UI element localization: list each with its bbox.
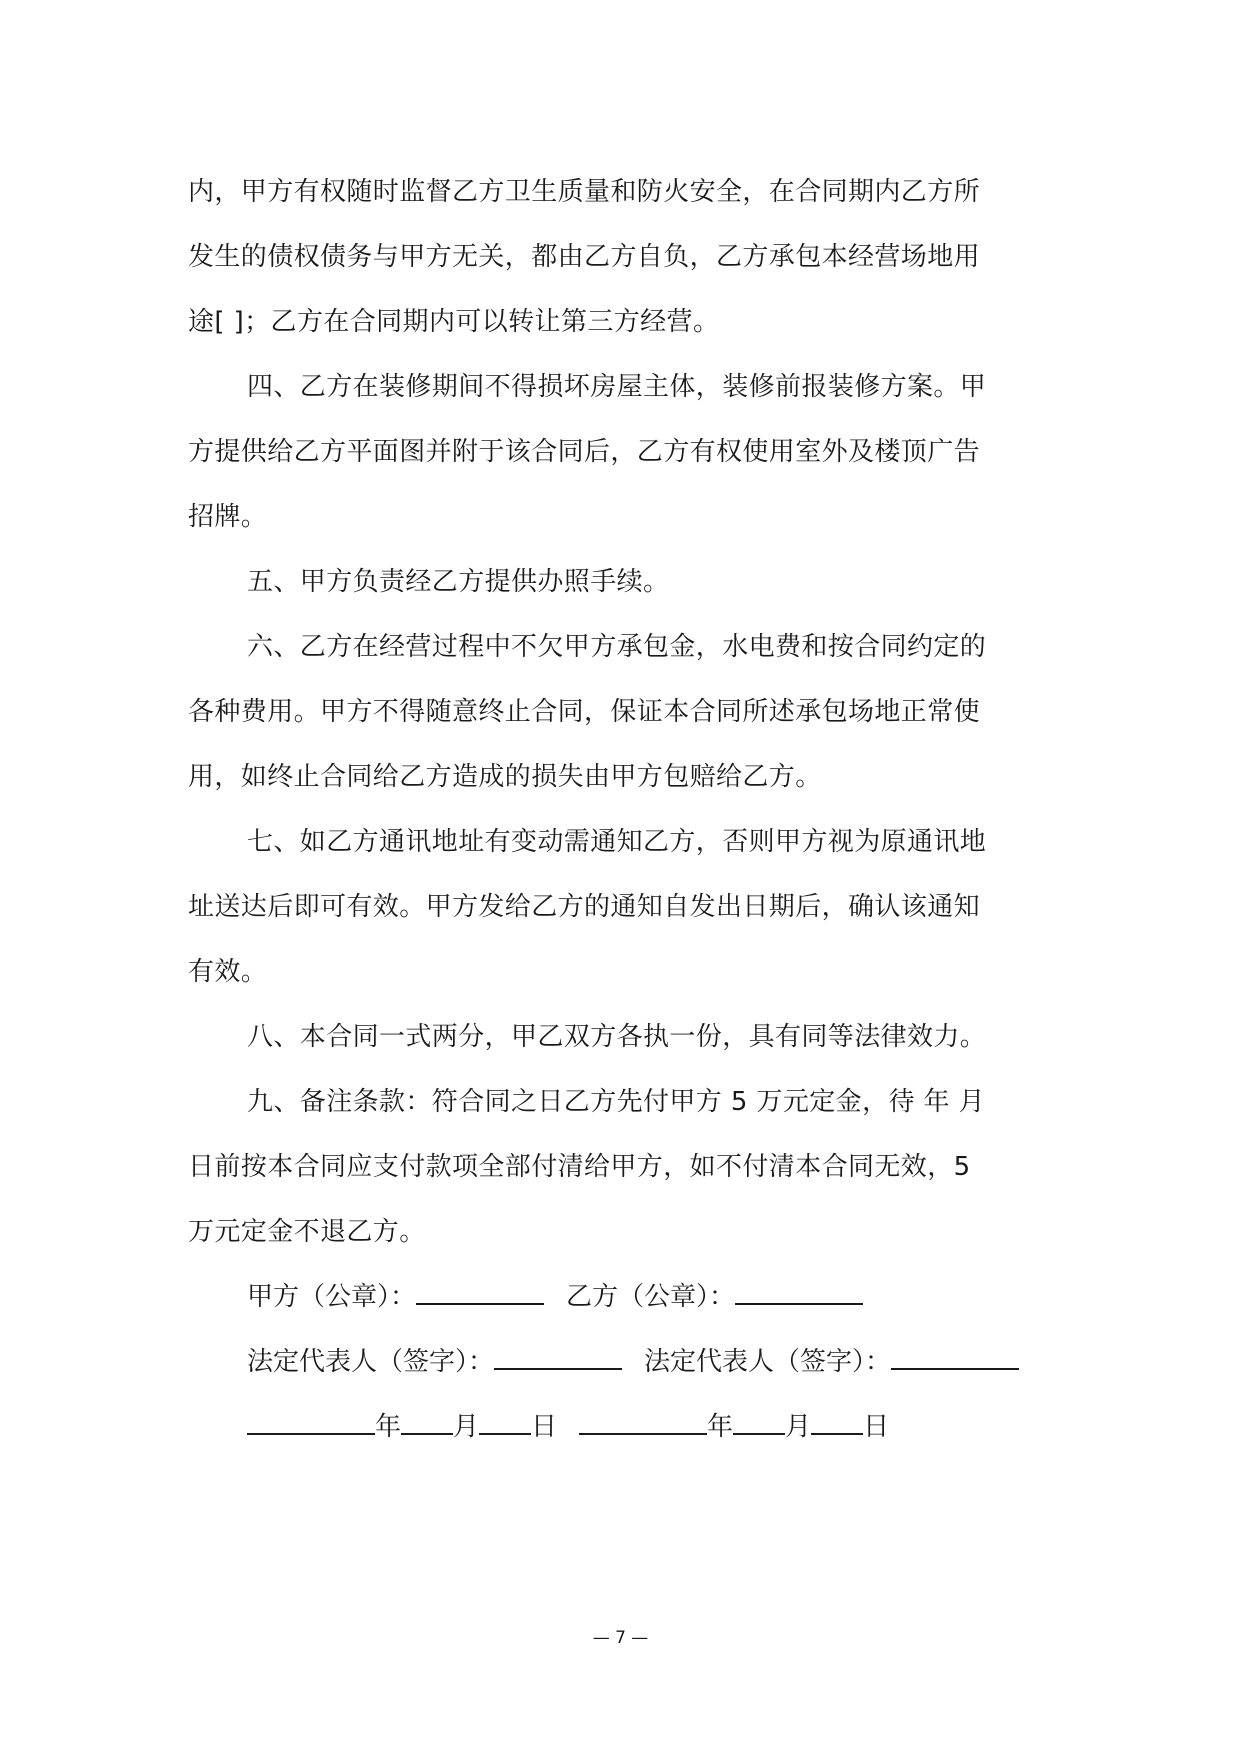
party-b-rep-blank bbox=[891, 1346, 1019, 1370]
text-line: 址送达后即可有效。甲方发给乙方的通知自发出日期后，确认该通知 bbox=[188, 892, 981, 922]
text-line: 六、乙方在经营过程中不欠甲方承包金，水电费和按合同约定的 bbox=[247, 632, 987, 662]
text-line: 七、如乙方通讯地址有变动需通知乙方，否则甲方视为原通讯地 bbox=[247, 827, 987, 857]
text-line: 发生的债权债务与甲方无关，都由乙方自负，乙方承包本经营场地用 bbox=[188, 242, 981, 272]
text-line: 各种费用。甲方不得随意终止合同，保证本合同所述承包场地正常使 bbox=[188, 697, 981, 727]
party-b-rep-label: 法定代表人（签字）： bbox=[644, 1347, 892, 1377]
month-label: 月 bbox=[785, 1412, 812, 1442]
text-line: 用，如终止合同给乙方造成的损失由甲方包赔给乙方。 bbox=[188, 762, 822, 792]
signature-block bbox=[188, 1265, 1054, 1460]
seal-row bbox=[247, 1265, 1054, 1330]
text-line: 四、乙方在装修期间不得损坏房屋主体，装修前报装修方案。甲 bbox=[247, 372, 987, 402]
text-line: 内，甲方有权随时监督乙方卫生质量和防火安全，在合同期内乙方所 bbox=[188, 177, 981, 207]
party-a-seal-blank bbox=[416, 1281, 544, 1305]
paragraph-clause-6 bbox=[188, 615, 1054, 810]
text-line: 日前按本合同应支付款项全部付清给甲方，如不付清本合同无效，5 bbox=[188, 1152, 971, 1182]
paragraph-clause-continuation bbox=[188, 160, 1054, 355]
month-label: 月 bbox=[453, 1412, 480, 1442]
paragraph-clause-7 bbox=[188, 810, 1054, 1005]
document-body bbox=[188, 160, 1054, 1460]
page-number: — 7 — bbox=[592, 1628, 649, 1648]
text-line: 九、备注条款：符合同之日乙方先付甲方 5 万元定金，待 年 月 bbox=[247, 1087, 986, 1117]
representative-row bbox=[247, 1330, 1054, 1395]
party-b-year-blank bbox=[579, 1411, 707, 1435]
text-line: 途[ ]；乙方在合同期内可以转让第三方经营。 bbox=[188, 307, 720, 337]
text-line: 招牌。 bbox=[188, 502, 268, 532]
text-line: 万元定金不退乙方。 bbox=[188, 1217, 426, 1247]
party-b-seal-blank bbox=[735, 1281, 863, 1305]
paragraph-clause-5 bbox=[188, 550, 1054, 615]
text-line: 八、本合同一式两分，甲乙双方各执一份，具有同等法律效力。 bbox=[247, 1022, 987, 1052]
party-b-month-blank bbox=[733, 1411, 785, 1435]
text-line: 五、甲方负责经乙方提供办照手续。 bbox=[247, 567, 670, 597]
year-label: 年 bbox=[707, 1412, 734, 1442]
paragraph-clause-9 bbox=[188, 1070, 1054, 1265]
party-a-rep-blank bbox=[494, 1346, 622, 1370]
text-line: 方提供给乙方平面图并附于该合同后，乙方有权使用室外及楼顶广告 bbox=[188, 437, 981, 467]
party-a-year-blank bbox=[247, 1411, 375, 1435]
paragraph-clause-4 bbox=[188, 355, 1054, 550]
day-label: 日 bbox=[531, 1412, 558, 1442]
paragraph-clause-8 bbox=[188, 1005, 1054, 1070]
party-a-seal-label: 甲方（公章）： bbox=[247, 1282, 417, 1312]
party-b-seal-label: 乙方（公章）： bbox=[566, 1282, 736, 1312]
party-a-day-blank bbox=[479, 1411, 531, 1435]
party-a-rep-label: 法定代表人（签字）： bbox=[247, 1347, 495, 1377]
date-row bbox=[247, 1395, 1054, 1460]
text-line: 有效。 bbox=[188, 957, 268, 987]
party-b-day-blank bbox=[811, 1411, 863, 1435]
day-label: 日 bbox=[863, 1412, 890, 1442]
party-a-month-blank bbox=[401, 1411, 453, 1435]
year-label: 年 bbox=[375, 1412, 402, 1442]
